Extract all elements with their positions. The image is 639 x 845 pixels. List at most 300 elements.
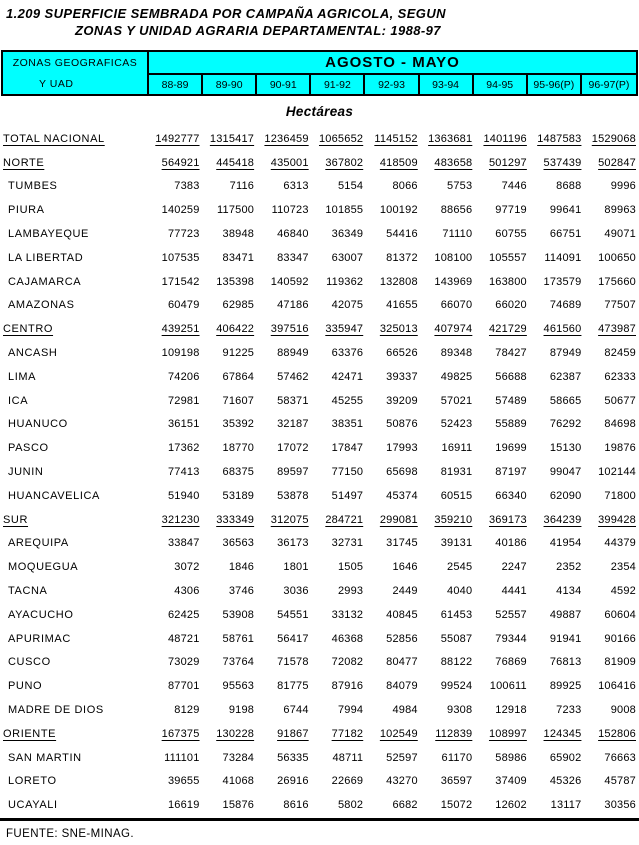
cell-value: 15876 [222,799,255,812]
cell-value: 8616 [283,799,309,812]
cell-value: 167375 [161,727,200,740]
cell-value: 4134 [556,585,582,598]
cell-value: 55889 [495,418,527,431]
cell-value: 77413 [167,466,200,479]
cell-value: 17847 [331,442,364,455]
cell-value: 60479 [167,299,200,312]
cell-value: 58665 [549,394,582,407]
cell-value: 50677 [604,394,636,407]
cell-value: 4984 [392,704,418,717]
table-row [0,222,639,246]
cell-value: 77507 [604,299,636,312]
cell-value: 32731 [331,537,364,550]
cell-value: 4306 [174,585,200,598]
cell-value: 36563 [222,537,255,550]
cell-value: 87701 [167,680,200,693]
table-row [0,793,639,817]
cell-value: 39337 [386,370,418,383]
cell-value: 439251 [161,323,200,336]
row-label: TUMBES [8,180,58,193]
cell-value: 12918 [495,704,527,717]
header-campaign-90-91: 90-91 [257,75,311,94]
row-label: SAN MARTIN [8,751,82,764]
cell-value: 1505 [337,561,364,574]
table-row [0,413,639,437]
cell-value: 42075 [331,299,364,312]
table-row [0,627,639,651]
row-label: ORIENTE [3,727,57,740]
cell-value: 87197 [495,466,527,479]
cell-value: 39209 [386,394,418,407]
cell-value: 58986 [495,751,527,764]
cell-value: 1529068 [591,132,636,145]
cell-value: 1315417 [209,132,255,145]
row-label: PASCO [8,442,49,455]
row-label: APURIMAC [8,632,71,645]
cell-value: 18770 [222,442,255,455]
cell-value: 56335 [277,751,309,764]
cell-value: 63007 [331,251,364,264]
cell-value: 89925 [549,680,582,693]
cell-value: 143969 [434,275,473,288]
table-row [0,603,639,627]
table-row [0,294,639,318]
cell-value: 110723 [271,204,309,217]
cell-value: 17993 [386,442,418,455]
row-label: SUR [3,513,29,526]
row-label: MOQUEGUA [8,561,79,574]
cell-value: 9308 [447,704,473,717]
row-label: AYACUCHO [8,608,74,621]
cell-value: 57462 [277,370,309,383]
cell-value: 7233 [556,704,582,717]
cell-value: 1492777 [155,132,200,145]
cell-value: 91941 [549,632,582,645]
cell-value: 102144 [598,466,636,479]
cell-value: 53189 [222,489,255,502]
cell-value: 76292 [549,418,582,431]
cell-value: 435001 [270,156,309,169]
cell-value: 171542 [161,275,200,288]
cell-value: 421729 [488,323,527,336]
row-label: PIURA [8,204,45,217]
cell-value: 42471 [331,370,364,383]
table-row [0,246,639,270]
row-label: AMAZONAS [8,299,75,312]
cell-value: 66340 [495,489,527,502]
cell-value: 163800 [488,275,527,288]
cell-value: 2993 [337,585,364,598]
cell-value: 62333 [604,370,636,383]
cell-value: 38351 [331,418,364,431]
cell-value: 4040 [447,585,473,598]
row-label: UCAYALI [8,799,58,812]
cell-value: 88949 [277,347,309,360]
cell-value: 37409 [495,775,527,788]
cell-value: 537439 [543,156,582,169]
cell-value: 105557 [488,251,527,264]
cell-value: 61170 [441,751,473,764]
cell-value: 2449 [392,585,418,598]
cell-value: 1846 [228,561,255,574]
cell-value: 76869 [495,656,527,669]
cell-value: 71607 [222,394,255,407]
cell-value: 66070 [440,299,473,312]
cell-value: 49071 [604,228,636,241]
cell-value: 16619 [167,799,200,812]
cell-value: 91225 [222,347,255,360]
cell-value: 99524 [440,680,473,693]
cell-value: 1363681 [428,132,473,145]
header-zones-line1: ZONAS GEOGRAFICAS [12,57,138,69]
table-row [0,151,639,175]
cell-value: 63376 [331,347,364,360]
cell-value: 53908 [222,608,255,621]
cell-value: 44379 [604,537,636,550]
cell-value: 53878 [277,489,309,502]
table-row [0,555,639,579]
cell-value: 3072 [174,561,200,574]
cell-value: 82459 [604,347,636,360]
source-note: FUENTE: SNE-MINAG. [6,828,134,840]
cell-value: 52856 [386,632,418,645]
cell-value: 22669 [331,775,364,788]
cell-value: 7116 [229,180,255,193]
row-label: LAMBAYEQUE [8,228,89,241]
row-label: AREQUIPA [8,537,69,550]
cell-value: 117500 [217,204,255,217]
cell-value: 41655 [386,299,418,312]
table-row [0,651,639,675]
cell-value: 397516 [270,323,309,336]
cell-value: 77723 [167,228,200,241]
cell-value: 12602 [495,799,527,812]
cell-value: 47186 [277,299,309,312]
header-campaign-89-90: 89-90 [203,75,257,94]
row-label: LIMA [8,370,37,383]
cell-value: 71578 [277,656,309,669]
cell-value: 60515 [440,489,473,502]
cell-value: 5753 [447,180,473,193]
table-row [0,127,639,151]
cell-value: 99641 [549,204,582,217]
table-row [0,198,639,222]
cell-value: 39655 [167,775,200,788]
cell-value: 369173 [488,513,527,526]
cell-value: 41954 [549,537,582,550]
row-label: CUSCO [8,656,51,669]
footer-divider [0,818,639,821]
cell-value: 48721 [167,632,200,645]
cell-value: 80477 [386,656,418,669]
cell-value: 49825 [440,370,473,383]
cell-value: 325013 [379,323,418,336]
cell-value: 67864 [222,370,255,383]
cell-value: 140592 [270,275,309,288]
cell-value: 152806 [598,727,636,740]
cell-value: 58761 [222,632,255,645]
row-label: ANCASH [8,347,58,360]
cell-value: 100192 [379,204,418,217]
cell-value: 6744 [283,704,309,717]
cell-value: 3746 [228,585,255,598]
cell-value: 124345 [543,727,582,740]
cell-value: 101855 [325,204,364,217]
cell-value: 43270 [386,775,418,788]
cell-value: 36597 [440,775,473,788]
cell-value: 72082 [331,656,364,669]
cell-value: 66526 [386,347,418,360]
header-campaign-93-94: 93-94 [420,75,474,94]
cell-value: 39131 [440,537,473,550]
cell-value: 502847 [598,156,636,169]
cell-value: 68375 [222,466,255,479]
cell-value: 473987 [598,323,636,336]
title-line-2: ZONAS Y UNIDAD AGRARIA DEPARTAMENTAL: 1988-97 [75,23,441,38]
cell-value: 79344 [495,632,527,645]
cell-value: 62985 [222,299,255,312]
header-zones-cell [3,52,149,94]
cell-value: 58371 [277,394,309,407]
cell-value: 90166 [604,632,636,645]
row-label: NORTE [3,156,45,169]
cell-value: 108997 [488,727,527,740]
table-row [0,270,639,294]
cell-value: 50876 [386,418,418,431]
cell-value: 56417 [277,632,309,645]
row-label: LORETO [8,775,57,788]
cell-value: 31745 [386,537,418,550]
header-campaign-88-89: 88-89 [149,75,203,94]
cell-value: 9198 [228,704,255,717]
cell-value: 284721 [325,513,364,526]
cell-value: 6682 [392,799,418,812]
cell-value: 107535 [161,251,200,264]
cell-value: 32187 [277,418,309,431]
cell-value: 17362 [167,442,200,455]
cell-value: 74689 [549,299,582,312]
table-row [0,508,639,532]
cell-value: 51497 [331,489,364,502]
cell-value: 1236459 [264,132,309,145]
cell-value: 81931 [440,466,473,479]
cell-value: 91867 [277,727,309,740]
cell-value: 60755 [495,228,527,241]
cell-value: 84698 [604,418,636,431]
cell-value: 73764 [222,656,255,669]
cell-value: 100611 [489,680,527,693]
cell-value: 1801 [283,561,309,574]
cell-value: 19699 [495,442,527,455]
cell-value: 367802 [325,156,364,169]
cell-value: 89348 [440,347,473,360]
cell-value: 321230 [161,513,200,526]
row-label: CAJAMARCA [8,275,82,288]
cell-value: 62090 [549,489,582,502]
cell-value: 71800 [604,489,636,502]
cell-value: 19876 [604,442,636,455]
cell-value: 132808 [379,275,418,288]
cell-value: 45787 [604,775,636,788]
header-campaign-95-96: 95-96(P) [528,75,582,94]
cell-value: 57021 [440,394,473,407]
cell-value: 83347 [277,251,309,264]
cell-value: 30356 [604,799,636,812]
cell-value: 106416 [598,680,636,693]
cell-value: 65698 [386,466,418,479]
cell-value: 2545 [447,561,473,574]
cell-value: 130228 [216,727,255,740]
cell-value: 359210 [434,513,473,526]
cell-value: 45326 [549,775,582,788]
cell-value: 48711 [332,751,364,764]
cell-value: 173579 [543,275,582,288]
row-label: MADRE DE DIOS [8,704,104,717]
cell-value: 57489 [495,394,527,407]
cell-value: 1065652 [318,132,364,145]
cell-value: 9008 [610,704,636,717]
table-row [0,698,639,722]
cell-value: 51940 [167,489,200,502]
cell-value: 8129 [174,704,200,717]
cell-value: 114091 [544,251,582,264]
row-label: CENTRO [3,323,54,336]
row-label: TACNA [8,585,48,598]
cell-value: 66751 [549,228,582,241]
cell-value: 418509 [379,156,418,169]
cell-value: 312075 [270,513,309,526]
cell-value: 89963 [604,204,636,217]
cell-value: 445418 [216,156,255,169]
cell-value: 54551 [277,608,309,621]
cell-value: 119362 [326,275,364,288]
cell-value: 8688 [556,180,582,193]
cell-value: 2352 [556,561,582,574]
cell-value: 1646 [392,561,418,574]
cell-value: 54416 [386,228,418,241]
cell-value: 102549 [379,727,418,740]
cell-value: 65902 [549,751,582,764]
table-header [1,50,638,96]
cell-value: 76813 [549,656,582,669]
cell-value: 111101 [164,751,200,764]
table-row [0,341,639,365]
cell-value: 112839 [435,727,473,740]
cell-value: 15072 [440,799,473,812]
header-campaign-91-92: 91-92 [311,75,365,94]
unit-label: Hectáreas [285,104,354,119]
row-label: TOTAL NACIONAL [3,132,105,145]
cell-value: 74206 [167,370,200,383]
header-campaign-96-97: 96-97(P) [588,78,630,91]
table-row [0,365,639,389]
cell-value: 62425 [167,608,200,621]
table-row [0,484,639,508]
cell-value: 3036 [283,585,309,598]
cell-value: 40845 [386,608,418,621]
cell-value: 78427 [495,347,527,360]
cell-value: 87949 [549,347,582,360]
header-campaign-92-93: 92-93 [365,75,419,94]
table-row [0,532,639,556]
cell-value: 36349 [331,228,364,241]
cell-value: 83471 [222,251,255,264]
cell-value: 5802 [337,799,364,812]
table-row [0,317,639,341]
cell-value: 52557 [495,608,527,621]
cell-value: 88122 [440,656,473,669]
cell-value: 335947 [325,323,364,336]
cell-value: 46368 [331,632,364,645]
cell-value: 9996 [610,180,636,193]
cell-value: 4441 [501,585,527,598]
cell-value: 76663 [604,751,636,764]
cell-value: 77182 [331,727,364,740]
row-label: HUANUCO [8,418,68,431]
cell-value: 109198 [161,347,200,360]
cell-value: 87916 [331,680,364,693]
table-row [0,436,639,460]
cell-value: 84079 [386,680,418,693]
cell-value: 81775 [277,680,309,693]
header-campaign-94-95: 94-95 [474,75,528,94]
cell-value: 175660 [598,275,636,288]
cell-value: 6313 [283,180,309,193]
cell-value: 81909 [604,656,636,669]
cell-value: 40186 [495,537,527,550]
cell-value: 36151 [167,418,200,431]
cell-value: 52597 [386,751,418,764]
cell-value: 77150 [331,466,364,479]
table-row [0,460,639,484]
row-label: ICA [8,394,29,407]
cell-value: 140259 [161,204,200,217]
table-row [0,175,639,199]
cell-value: 66020 [495,299,527,312]
cell-value: 108100 [434,251,473,264]
cell-value: 13117 [550,799,582,812]
cell-value: 501297 [488,156,527,169]
cell-value: 61453 [440,608,473,621]
cell-value: 1487583 [537,132,582,145]
cell-value: 33132 [331,608,364,621]
table-row [0,770,639,794]
cell-value: 7994 [337,704,364,717]
cell-value: 45374 [386,489,418,502]
data-table [0,127,639,817]
cell-value: 135398 [216,275,255,288]
cell-value: 88656 [440,204,473,217]
cell-value: 2354 [610,561,636,574]
row-label: HUANCAVELICA [8,489,100,502]
cell-value: 95563 [222,680,255,693]
cell-value: 461560 [543,323,582,336]
cell-value: 99047 [549,466,582,479]
cell-value: 399428 [598,513,636,526]
cell-value: 49887 [549,608,582,621]
cell-value: 46840 [277,228,309,241]
cell-value: 17072 [277,442,309,455]
cell-value: 97719 [495,204,527,217]
header-zones-line2: Y UAD [39,78,74,90]
header-period-label: AGOSTO - MAYO [149,52,636,75]
cell-value: 7383 [174,180,200,193]
cell-value: 45255 [331,394,364,407]
cell-value: 35392 [222,418,255,431]
cell-value: 2247 [501,561,527,574]
cell-value: 483658 [434,156,473,169]
row-label: LA LIBERTAD [8,251,84,264]
